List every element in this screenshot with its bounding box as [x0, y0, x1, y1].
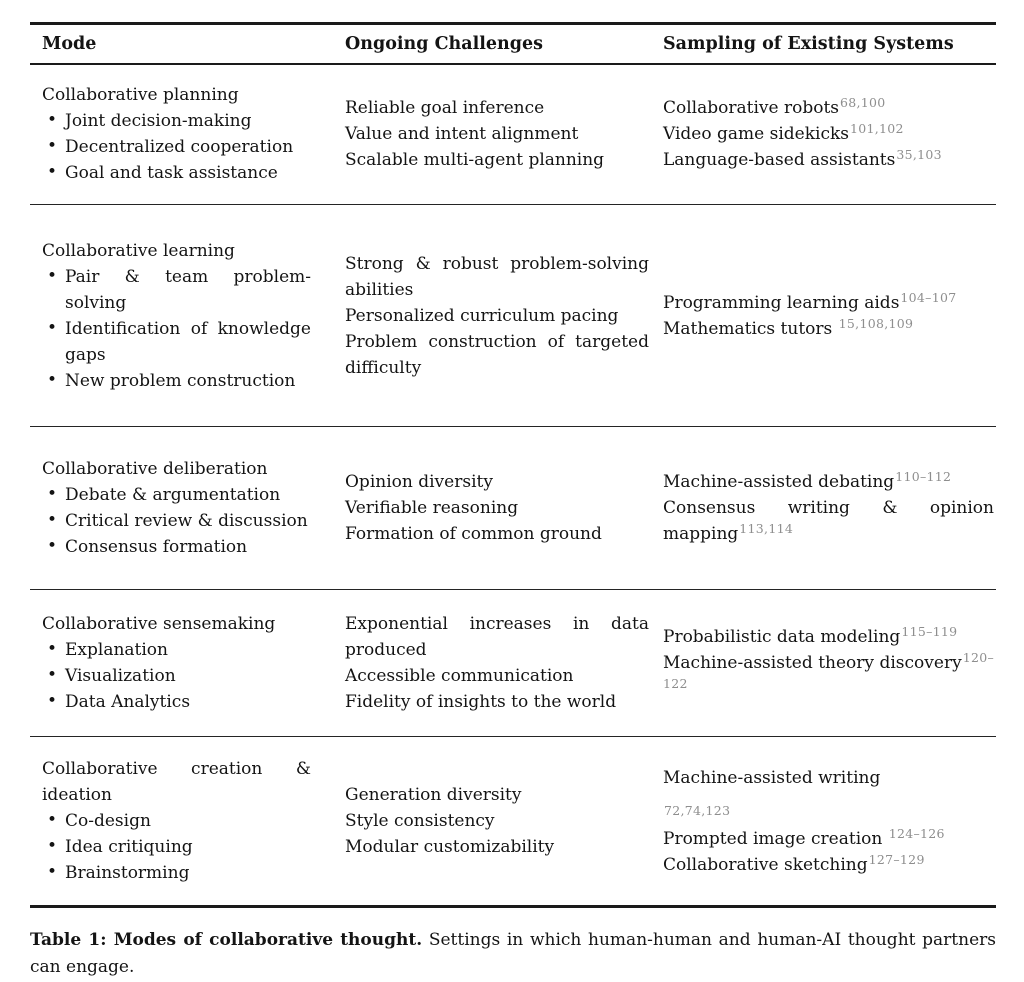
bullet-icon: •: [47, 836, 58, 856]
column-header-challenges: Ongoing Challenges: [345, 24, 663, 64]
bullet-icon: •: [47, 810, 58, 830]
bullet-icon: •: [47, 162, 58, 183]
citation-refs: 72,74,123: [664, 802, 731, 818]
citation-refs: 15,108,109: [838, 315, 914, 331]
citation-refs: 115–119: [901, 624, 958, 639]
bullet-text: Debate & argumentation: [65, 485, 281, 505]
bullet-text: Goal and task assistance: [65, 163, 278, 184]
bullet-item: [42, 860, 311, 886]
mode-cell: [30, 590, 345, 737]
bullet-text: Visualization: [65, 666, 176, 686]
bullet-icon: •: [47, 110, 58, 131]
citation-refs: 110–112: [895, 469, 952, 484]
citation-refs: 101,102: [850, 121, 904, 137]
mode-bullets: [42, 108, 311, 186]
table-row: [30, 427, 996, 590]
caption-text: Settings in which human-human and human-AI thought partners can engage.: [30, 930, 996, 977]
challenge-line: Style consistency: [345, 811, 495, 831]
system-label: Mathematics tutors: [663, 318, 838, 339]
caption-label: Table 1: Modes of collaborative thought.: [30, 930, 423, 950]
table-row: [30, 737, 996, 907]
mode-bullets: [42, 482, 311, 560]
challenges-cell: [345, 427, 663, 590]
bullet-text: Explanation: [65, 640, 168, 660]
bullet-item: [42, 368, 311, 394]
bullet-item: [42, 108, 311, 134]
bullet-icon: •: [47, 317, 58, 338]
mode-bullets: [42, 808, 311, 886]
mode-cell: [30, 64, 345, 205]
system-entry: [663, 95, 994, 121]
bullet-icon: •: [47, 665, 58, 685]
challenge-line: Accessible communication: [345, 666, 574, 686]
bullet-icon: •: [47, 536, 58, 556]
bullet-icon: •: [47, 265, 58, 286]
bullet-text: Idea critiquing: [65, 837, 193, 857]
header-row: [30, 24, 996, 64]
system-label: Video game sidekicks: [663, 124, 849, 145]
bullet-text: Consensus formation: [65, 537, 248, 557]
bullet-icon: •: [47, 510, 58, 530]
mode-title: Collaborative planning: [42, 85, 239, 106]
system-label: Language-based assistants: [663, 150, 896, 171]
system-entry: [663, 316, 994, 342]
system-entry: [663, 852, 994, 878]
system-entry: [663, 765, 994, 819]
bullet-icon: •: [47, 136, 58, 157]
challenge-line: Fidelity of insights to the world: [345, 692, 617, 712]
citation-refs: 124–126: [888, 825, 945, 841]
challenge-line: Problem construction of targeted difficulty: [345, 331, 649, 378]
challenge-line: Formation of common ground: [345, 524, 602, 544]
system-label: Machine-assisted theory discovery: [663, 653, 962, 673]
mode-bullets: [42, 637, 311, 715]
system-label: Prompted image creation: [663, 828, 888, 849]
system-entry: [663, 650, 994, 702]
citation-refs: 104–107: [900, 289, 957, 305]
challenges-cell: [345, 737, 663, 907]
system-entry: [663, 495, 994, 547]
bullet-text: Data Analytics: [65, 692, 191, 712]
mode-cell: [30, 205, 345, 427]
bullet-text: Pair & team problem-solving: [65, 266, 311, 313]
systems-cell: [663, 737, 996, 907]
system-entry: [663, 469, 994, 495]
challenge-line: Strong & robust problem-solving abilities: [345, 253, 649, 300]
bullet-item: [42, 534, 311, 560]
mode-bullets: [42, 264, 311, 394]
challenge-line: Exponential increases in data produced: [345, 614, 649, 660]
table-row: [30, 64, 996, 205]
system-entry: [663, 624, 994, 650]
challenge-line: Opinion diversity: [345, 472, 493, 492]
bullet-item: [42, 316, 311, 368]
column-header-systems: Sampling of Existing Systems: [663, 24, 996, 64]
bullet-text: New problem construction: [65, 370, 296, 391]
systems-cell: [663, 205, 996, 427]
bullet-text: Brainstorming: [65, 863, 190, 883]
bullet-item: [42, 637, 311, 663]
challenges-cell: [345, 590, 663, 737]
bullet-item: [42, 508, 311, 534]
modes-table: [30, 22, 996, 908]
bullet-icon: •: [47, 639, 58, 659]
bullet-icon: •: [47, 862, 58, 882]
bullet-item: [42, 663, 311, 689]
bullet-text: Joint decision-making: [65, 111, 252, 132]
systems-cell: [663, 427, 996, 590]
challenge-line: Modular customizability: [345, 837, 555, 857]
mode-title: Collaborative creation & ideation: [42, 759, 311, 805]
citation-refs: 68,100: [840, 95, 886, 111]
mode-title: Collaborative deliberation: [42, 459, 268, 479]
system-entry: [663, 121, 994, 147]
challenge-line: Reliable goal inference: [345, 98, 545, 119]
bullet-item: [42, 689, 311, 715]
system-label: Collaborative sketching: [663, 854, 868, 875]
system-label: Collaborative robots: [663, 98, 840, 119]
system-label: Programming learning aids: [663, 292, 900, 313]
system-entry: [663, 826, 994, 852]
challenge-line: Personalized curriculum pacing: [345, 305, 619, 326]
system-entry: [663, 147, 994, 173]
column-header-mode: Mode: [30, 24, 345, 64]
table-row: [30, 590, 996, 737]
systems-cell: [663, 64, 996, 205]
bullet-text: Identification of knowledge gaps: [65, 318, 311, 365]
mode-title: Collaborative learning: [42, 240, 235, 261]
bullet-icon: •: [47, 484, 58, 504]
bullet-item: [42, 134, 311, 160]
bullet-text: Co-design: [65, 811, 151, 831]
challenge-line: Verifiable reasoning: [345, 498, 519, 518]
challenges-cell: [345, 205, 663, 427]
bullet-item: [42, 808, 311, 834]
citation-refs: 127–129: [868, 851, 925, 867]
bullet-item: [42, 834, 311, 860]
bullet-item: [42, 264, 311, 316]
mode-title: Collaborative sensemaking: [42, 614, 276, 634]
bullet-text: Critical review & discussion: [65, 511, 308, 531]
bullet-icon: •: [47, 369, 58, 390]
bullet-item: [42, 482, 311, 508]
challenge-line: Value and intent alignment: [345, 124, 579, 145]
citation-refs: 113,114: [739, 521, 794, 536]
table-row: [30, 205, 996, 427]
bullet-icon: •: [47, 691, 58, 711]
system-label: Machine-assisted writing: [663, 767, 881, 788]
system-label: Consensus writing & opinion mapping: [663, 498, 994, 544]
citation-refs: 120–122: [663, 650, 994, 691]
systems-cell: [663, 590, 996, 737]
mode-cell: [30, 737, 345, 907]
mode-cell: [30, 427, 345, 590]
table-caption: [30, 927, 996, 981]
bullet-text: Decentralized cooperation: [65, 137, 294, 158]
challenge-line: Scalable multi-agent planning: [345, 150, 605, 171]
system-label: Probabilistic data modeling: [663, 627, 901, 647]
citation-refs: 35,103: [896, 147, 942, 163]
bullet-item: [42, 160, 311, 186]
system-label: Machine-assisted debating: [663, 472, 895, 492]
system-entry: [663, 290, 994, 316]
challenge-line: Generation diversity: [345, 785, 522, 805]
challenges-cell: [345, 64, 663, 205]
